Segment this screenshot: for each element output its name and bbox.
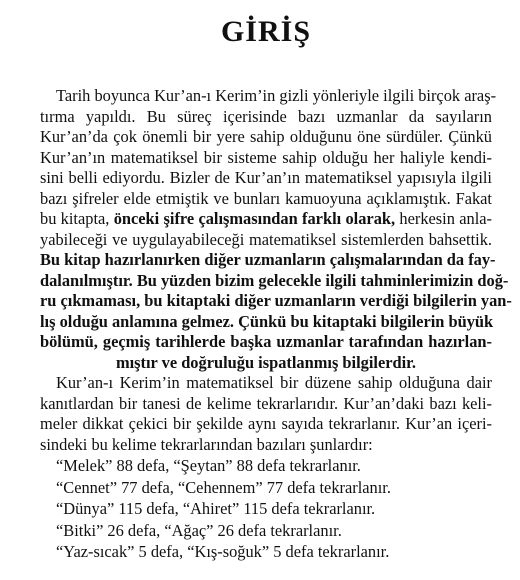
text-line: sini belli ediyordu. Bizler de Kur’an’ın matematiksel yapısıyla ilgili bbox=[40, 168, 492, 187]
text-line: Kur’an’ın matematiksel bir sisteme sahip olduğu her haliyle kendi- bbox=[40, 147, 492, 167]
paragraph-3 bbox=[40, 373, 492, 455]
text-line: ru çıkmaması, bu kitaptaki diğer uzmanların verdiği bilgilerin yan- bbox=[40, 291, 512, 310]
text-line: lış olduğu anlamına gelmez. Çünkü bu kitaptaki bilgilerin büyük bbox=[40, 311, 494, 331]
paragraph-1 bbox=[40, 86, 497, 250]
text-line: Tarih boyunca Kur’an-ı Kerim’in gizli yönleriyle ilgili birçok araş- bbox=[56, 86, 497, 105]
list-item: “Yaz-sıcak” 5 defa, “Kış-soğuk” 5 defa tekrarlanır. bbox=[56, 542, 390, 561]
text-line: kanıtlardan bir tanesi de kelime tekrarlarıdır. Kur’an’daki bazı keli- bbox=[40, 393, 492, 413]
list-item: “Dünya” 115 defa, “Ahiret” 115 defa tekrarlanır. bbox=[56, 499, 376, 518]
text-line: meler dikkat çekici bir şekilde aynı sayıda tekrarlanır. Kur’an içeri- bbox=[40, 414, 492, 433]
list-item: “Melek” 88 defa, “Şeytan” 88 defa tekrarlanır. bbox=[56, 456, 361, 475]
text-line: mıştır ve doğruluğu ispatlanmış bilgilerdir. bbox=[115, 352, 417, 372]
list-item: “Cennet” 77 defa, “Cehennem” 77 defa tekrarlanır. bbox=[56, 477, 391, 497]
text-line: yabileceği ve uygulayabileceği matematiksel sistemlerden bahsettik. bbox=[40, 229, 492, 249]
text-line: tırma yapıldı. Bu süreç içerisinde bazı uzmanlar da sayıların bbox=[40, 106, 492, 126]
page-title: GİRİŞ bbox=[220, 15, 312, 48]
text-run: herkesin anla- bbox=[395, 209, 492, 228]
text-line: bölümü, geçmiş tarihlerde başka uzmanlar tarafından hazırlan- bbox=[40, 332, 492, 351]
text-line: Bu kitap hazırlanırken diğer uzmanların çalışmalarından da fay- bbox=[40, 250, 496, 269]
list-item: “Bitki” 26 defa, “Ağaç” 26 defa tekrarlanır. bbox=[56, 520, 342, 540]
paragraph-2-bold bbox=[40, 250, 512, 373]
text-line: Kur’an-ı Kerim’in matematiksel bir düzene sahip olduğuna dair bbox=[56, 373, 492, 392]
text-run: bu kitapta, bbox=[40, 209, 114, 228]
text-line: dalanılmıştır. Bu yüzden bizim gelecekle ilgili tahminlerimizin doğ- bbox=[40, 270, 509, 290]
bold-text-run: önceki şifre çalışmasından farklı olarak, bbox=[113, 209, 396, 228]
word-repetition-list bbox=[40, 455, 492, 563]
text-line: Kur’an’da çok önemli bir yere sahip olduğunu öne sürdüler. Çünkü bbox=[40, 127, 492, 146]
text-line: sindeki bu kelime tekrarlarından bazıları şunlardır: bbox=[40, 434, 373, 454]
text-line-mixed bbox=[40, 209, 492, 230]
text-line: bazı şifreler elde etmiştik ve bunları kamuoyuna açıklamıştık. Fakat bbox=[40, 188, 492, 208]
document-page bbox=[40, 0, 512, 563]
